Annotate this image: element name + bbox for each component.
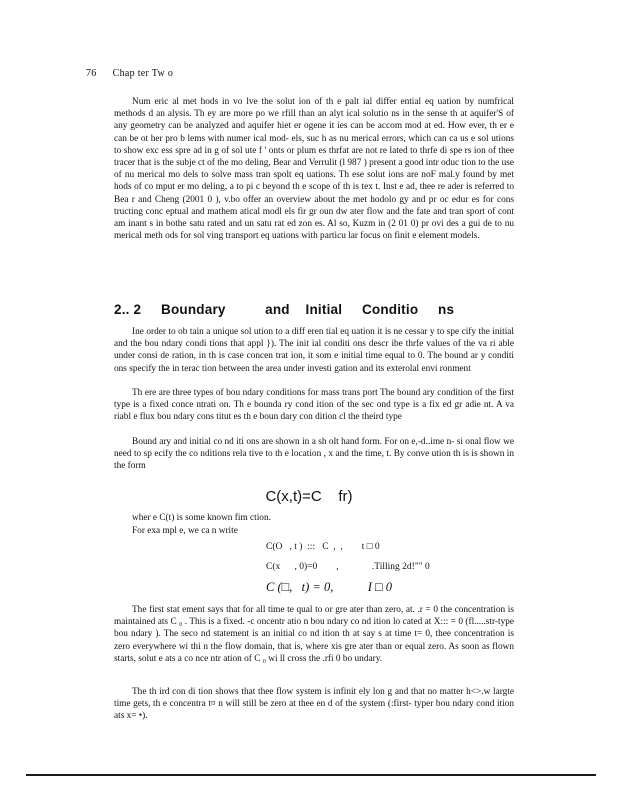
explanation-paragraph: The first stat ement says that for all time te qual to or gre ater than zero, at. .r = 0 the concentration is maintained ats C ₀ . This is a fixed. -c oncentr atio n bou ndary co nd ition lo cated at X::: = 0 (fl.....str-type bou ndary ). The seco nd statement is an initial co nd ition th at say s at time t= 0, thee concentration is zero everywhere wi thi n the flow domain, that is, where xis gre ater than or equal zero. As soon as flown starts, solut e ats a co nce ntr ation of C ₀ wi ll cross the .rfi 0 bo undary. — [114, 605, 514, 664]
boundary-equation-2: C(x , 0)=0 , .Tilling 2d!"" 0 — [266, 562, 430, 572]
third-condition-paragraph: The th ird con di tion shows that thee flow system is infinit ely lon g and that no matter h<>.w largte time gets, th e concentra t¤ n will still be zero at thee en d of the system (:first- typer bou ndary cond ition ats x= •). — [114, 687, 514, 722]
boundary-paragraph-3: Bound ary and initial co nd iti ons are shown in a sh olt hand form. For on e,-d..ime n- si onal flow we need to sp ecify the co nditions rela tive to th e location , x and the time, t. By conve ution th is is shown in the form — [114, 437, 514, 472]
page-number: 76 — [86, 68, 97, 79]
boundary-paragraph-2: Th ere are three types of bou ndary conditions for mass trans port The bound ary condition of the first type is a fixed conce ntrati on. Th e bounda ry cond ition of the sec ond type is a fix ed gr adie nt. A va riabl e flux bou ndary cons titut es th e boun dary con dition cl the theird type — [114, 388, 514, 423]
chapter-label: Chap ter Tw o — [112, 68, 174, 79]
boundary-equation-1: C(O , t ) ::: C , , t □ 0 — [266, 542, 380, 552]
footer-rule — [26, 774, 596, 776]
intro-paragraph: Num eric al met hods in vo lve the solut ion of th e palt ial differ ential eq uation by numfrical methods d an alysis. Th ey are more po we rfill than an alyt ical solutio ns in the sense th at aquifer'S of any geometry can be analyzed and aquifer hiet er ogene it ies can be accom mod at ed. How ever, th er e can be ot her pro b lems with numer ical mod- els, suc h as nu merical errors, which can ca us e sol utions to show exc ess spre ad in g of sol ute f ' onts or plum es thrfat are not re lated to thrfe di spe rs ion of thee tracer that is the subje ct of the mo deling, Bear and Verrulit (l 987 ) present a good intr oduc tion to the use of nu merical mo dels to solve mass tran spolt eq uations. Th ese solut ions are noF mal.y found by met hods of co mput er mo deling, a to pi c beyond th e scope of th is tex t. Inst e ad, thee re ader is referred to Bea r and Cheng (2001 0 ), v.bo offer an overview about the met hodolo gy and pr oc edur es for cons tructing conc eptual and mathem atical modl els fir gr oun dw ater flow and the fate and tran sport of cont am inant s in bothe satu rated and un satu rat ed zon es. Al so, Kuzm in (2 01 0) pr ovi des a gui de to nu merical meth ods for sol ving transport eq uations with particu lar focus on finit e element models. — [114, 97, 514, 242]
example-intro-line: For exa mpl e, we ca n write — [132, 526, 238, 536]
boundary-paragraph-1: Ine order to ob tain a unique sol ution to a diff eren tial eq uation it is ne cessar y to spe cify the initial and the bou ndary condi tions that appl }). The init ial conditi ons descr ibe thrfe values of the va ri able under consi de ration, in th is case concen trat ion, it som e initial time equal to 0. The bound ar y conditi ons specify the in terac tion between the area under investi gation and its exterolal envi ronment — [114, 327, 514, 374]
function-definition-line: wher e C(t) is some known fim ction. — [132, 513, 271, 523]
boundary-equation-3: C (□, t) = 0, I □ 0 — [266, 580, 392, 594]
running-header — [86, 68, 173, 79]
main-equation: C(x,t)=C fr) — [265, 488, 353, 505]
section-heading: 2.. 2 Boundary and Initial Conditio ns — [114, 302, 455, 317]
